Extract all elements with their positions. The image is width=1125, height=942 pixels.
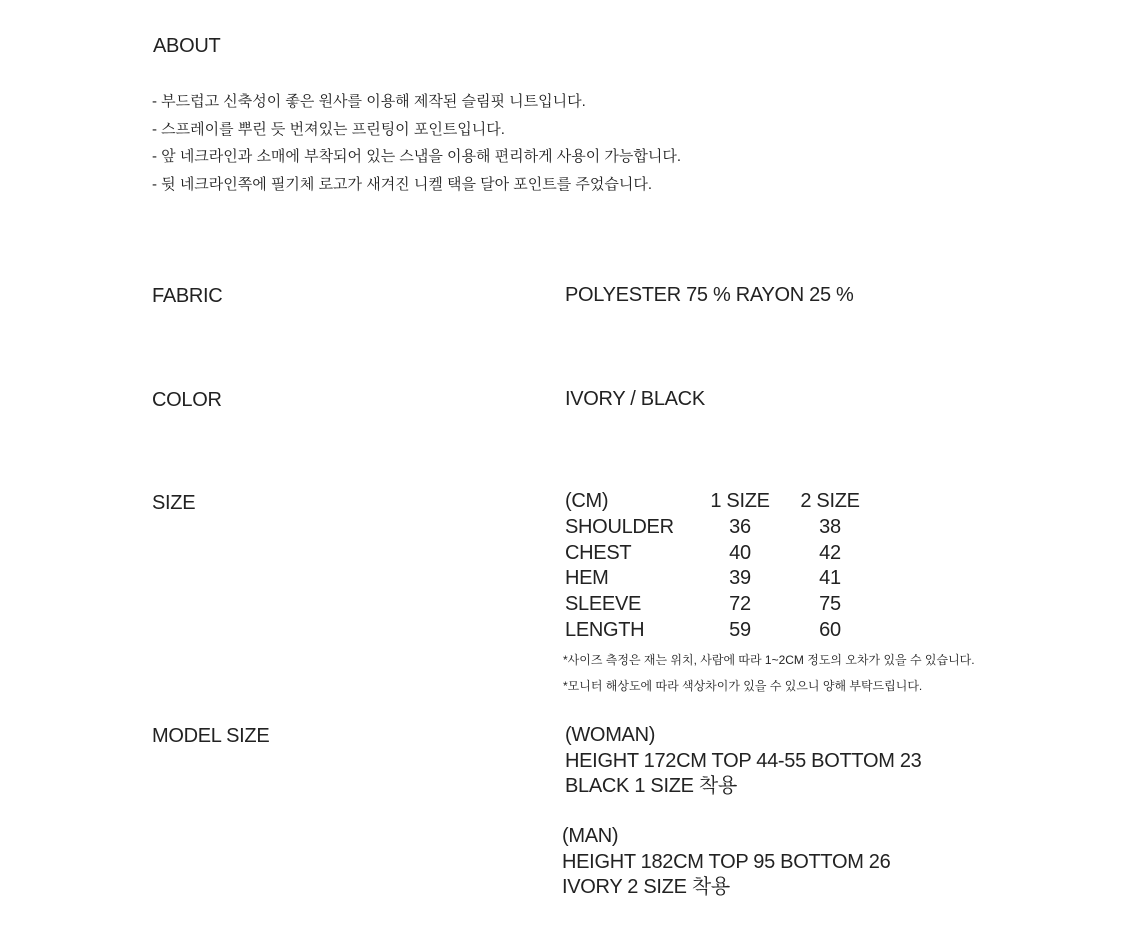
size-notes bbox=[563, 647, 975, 699]
measure-name: SLEEVE bbox=[565, 593, 642, 616]
model-man bbox=[562, 824, 890, 901]
header-size-1: 1 SIZE bbox=[710, 490, 770, 512]
about-heading: ABOUT bbox=[153, 35, 221, 57]
table-row bbox=[565, 541, 875, 567]
size-1-value: 36 bbox=[729, 515, 751, 538]
measure-name: CHEST bbox=[565, 541, 632, 564]
table-row bbox=[565, 618, 875, 644]
size-2-value: 38 bbox=[819, 515, 841, 538]
table-row bbox=[565, 566, 875, 592]
size-2-value: 75 bbox=[819, 593, 841, 616]
model-woman-wearing: BLACK 1 SIZE 착용 bbox=[565, 775, 737, 797]
about-line: - 스프레이를 뿌린 듯 번져있는 프린팅이 포인트입니다. bbox=[152, 120, 505, 138]
color-value: IVORY / BLACK bbox=[565, 388, 705, 410]
model-woman-title: (WOMAN) bbox=[565, 724, 656, 746]
model-man-measurements: HEIGHT 182CM TOP 95 BOTTOM 26 bbox=[562, 850, 891, 873]
about-line: - 부드럽고 신축성이 좋은 원사를 이용해 제작된 슬림핏 니트입니다. bbox=[152, 93, 586, 110]
header-unit: (CM) bbox=[565, 490, 609, 512]
table-row bbox=[565, 592, 875, 618]
model-size-label: MODEL SIZE bbox=[152, 725, 270, 747]
fabric-label: FABRIC bbox=[152, 285, 223, 307]
model-woman-measurements: HEIGHT 172CM TOP 44-55 BOTTOM 23 bbox=[565, 749, 922, 772]
header-size-2: 2 SIZE bbox=[800, 490, 860, 512]
fabric-value: POLYESTER 75 % RAYON 25 % bbox=[565, 284, 854, 306]
size-1-value: 59 bbox=[729, 618, 751, 641]
measure-name: LENGTH bbox=[565, 618, 645, 641]
measure-name: SHOULDER bbox=[565, 515, 674, 538]
size-table-header bbox=[565, 489, 875, 515]
size-table bbox=[565, 489, 875, 644]
size-2-value: 42 bbox=[819, 541, 841, 564]
size-label: SIZE bbox=[152, 492, 196, 514]
model-woman bbox=[565, 723, 921, 800]
size-1-value: 39 bbox=[729, 567, 751, 590]
size-note: *모니터 해상도에 따라 색상차이가 있을 수 있으니 양해 부탁드립니다. bbox=[563, 679, 923, 693]
table-row bbox=[565, 515, 875, 541]
size-1-value: 72 bbox=[729, 593, 751, 616]
size-1-value: 40 bbox=[729, 541, 751, 564]
measure-name: HEM bbox=[565, 567, 609, 590]
size-2-value: 60 bbox=[819, 618, 841, 641]
about-description bbox=[152, 88, 681, 198]
size-2-value: 41 bbox=[819, 567, 841, 590]
model-man-title: (MAN) bbox=[562, 825, 619, 847]
about-line: - 뒷 네크라인쪽에 필기체 로고가 새겨진 니켈 택을 달아 포인트를 주었습니다. bbox=[152, 175, 653, 193]
model-man-wearing: IVORY 2 SIZE 착용 bbox=[562, 876, 730, 898]
about-line: - 앞 네크라인과 소매에 부착되어 있는 스냅을 이용해 편리하게 사용이 가능합니다. bbox=[152, 148, 682, 166]
size-note: *사이즈 측정은 재는 위치, 사람에 따라 1~2CM 정도의 오차가 있을 수 있습니다. bbox=[563, 653, 975, 667]
color-label: COLOR bbox=[152, 389, 222, 411]
